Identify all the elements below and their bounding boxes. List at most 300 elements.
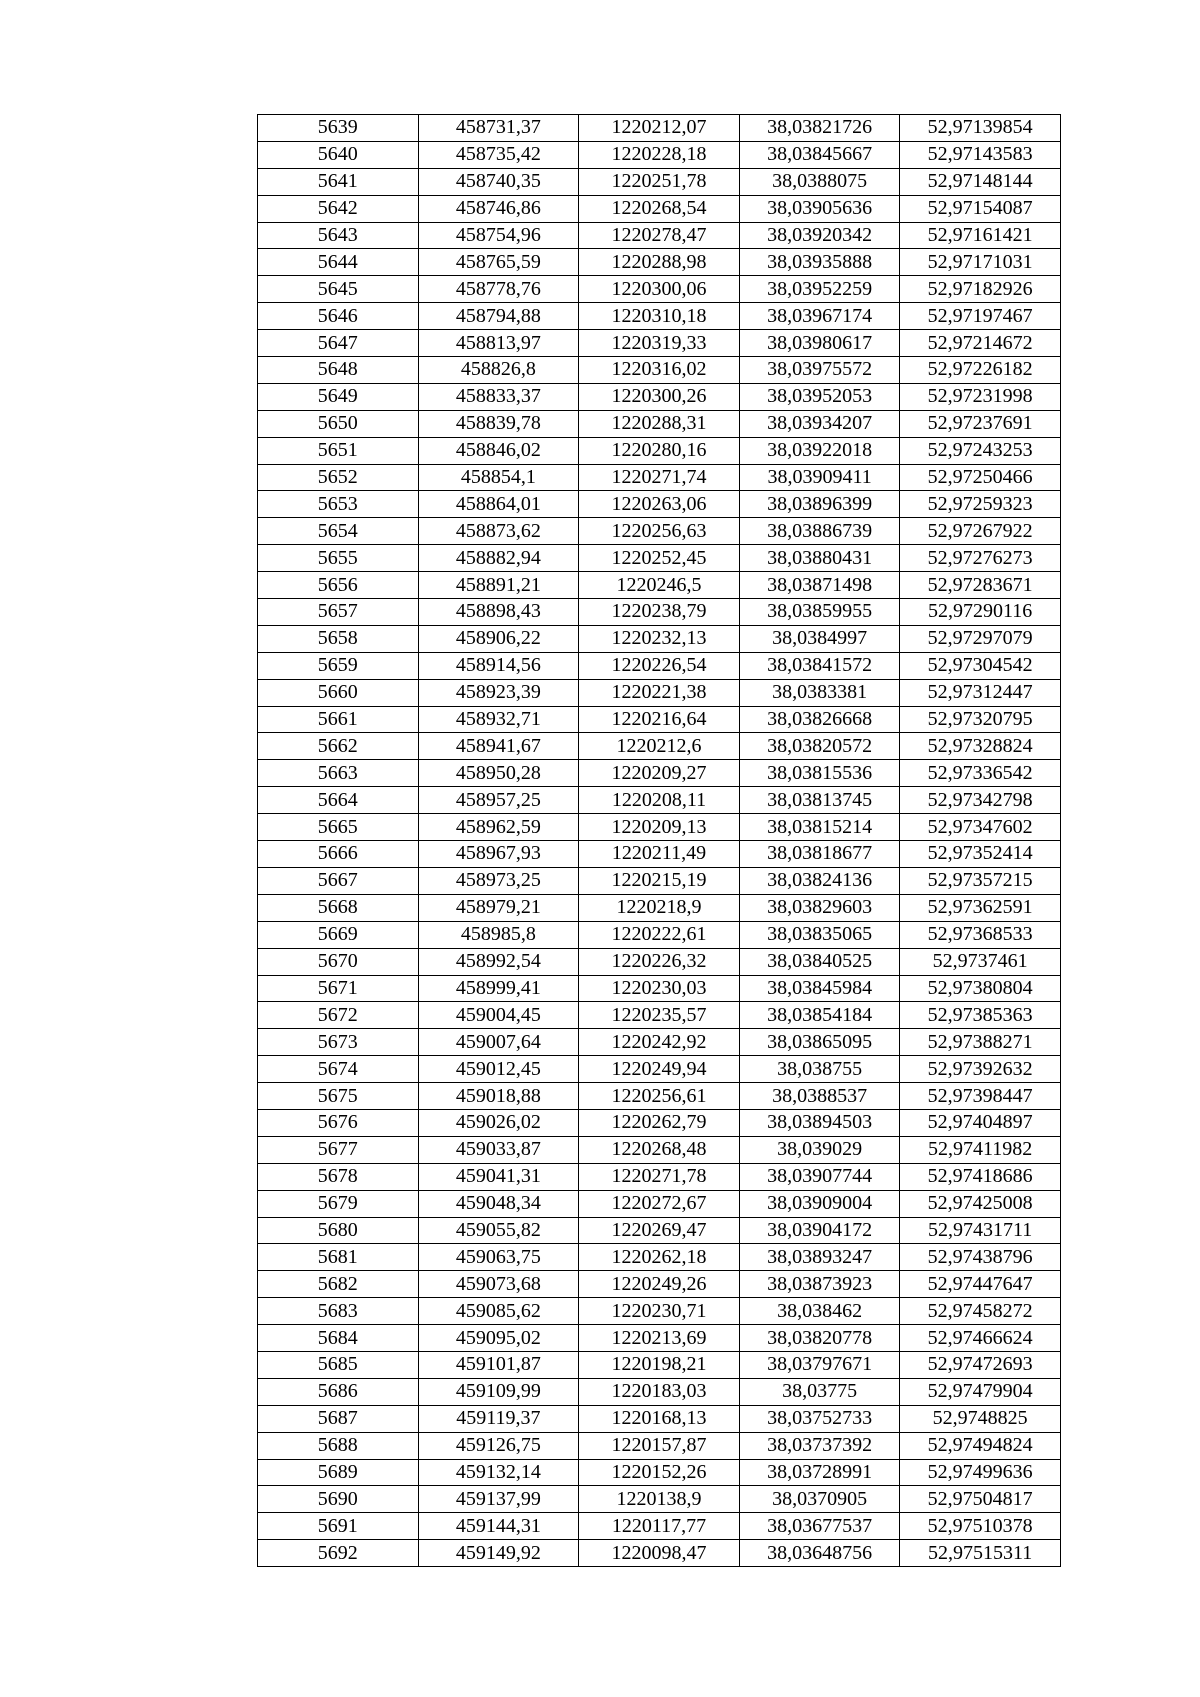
latitude-cell: 52,97510378 [900, 1513, 1061, 1540]
table-row [258, 1083, 1061, 1110]
table-row [258, 437, 1061, 464]
x-coordinate-cell: 459012,45 [418, 1056, 579, 1083]
x-coordinate-cell: 459033,87 [418, 1136, 579, 1163]
point-number-cell: 5650 [258, 410, 419, 437]
latitude-cell: 52,97143583 [900, 141, 1061, 168]
latitude-cell: 52,97515311 [900, 1540, 1061, 1567]
latitude-cell: 52,97197467 [900, 303, 1061, 330]
latitude-cell: 52,97312447 [900, 679, 1061, 706]
table-row [258, 276, 1061, 303]
latitude-cell: 52,97458272 [900, 1298, 1061, 1325]
table-row [258, 1298, 1061, 1325]
x-coordinate-cell: 459126,75 [418, 1432, 579, 1459]
x-coordinate-cell: 459132,14 [418, 1459, 579, 1486]
table-row [258, 572, 1061, 599]
latitude-cell: 52,97425008 [900, 1190, 1061, 1217]
point-number-cell: 5690 [258, 1486, 419, 1513]
longitude-cell: 38,03815536 [739, 760, 900, 787]
point-number-cell: 5666 [258, 841, 419, 868]
table-row [258, 115, 1061, 142]
point-number-cell: 5673 [258, 1029, 419, 1056]
longitude-cell: 38,03835065 [739, 921, 900, 948]
longitude-cell: 38,039029 [739, 1136, 900, 1163]
table-row [258, 814, 1061, 841]
table-row [258, 599, 1061, 626]
y-coordinate-cell: 1220288,31 [579, 410, 740, 437]
point-number-cell: 5659 [258, 652, 419, 679]
point-number-cell: 5641 [258, 168, 419, 195]
y-coordinate-cell: 1220272,67 [579, 1190, 740, 1217]
point-number-cell: 5682 [258, 1271, 419, 1298]
longitude-cell: 38,03909004 [739, 1190, 900, 1217]
x-coordinate-cell: 458735,42 [418, 141, 579, 168]
table-row [258, 222, 1061, 249]
latitude-cell: 52,97479904 [900, 1378, 1061, 1405]
x-coordinate-cell: 459095,02 [418, 1325, 579, 1352]
x-coordinate-cell: 459063,75 [418, 1244, 579, 1271]
x-coordinate-cell: 458898,43 [418, 599, 579, 626]
point-number-cell: 5665 [258, 814, 419, 841]
point-number-cell: 5676 [258, 1109, 419, 1136]
latitude-cell: 52,97380804 [900, 975, 1061, 1002]
latitude-cell: 52,97431711 [900, 1217, 1061, 1244]
latitude-cell: 52,97148144 [900, 168, 1061, 195]
longitude-cell: 38,03952053 [739, 383, 900, 410]
longitude-cell: 38,03935888 [739, 249, 900, 276]
x-coordinate-cell: 458891,21 [418, 572, 579, 599]
y-coordinate-cell: 1220209,27 [579, 760, 740, 787]
x-coordinate-cell: 458833,37 [418, 383, 579, 410]
point-number-cell: 5662 [258, 733, 419, 760]
y-coordinate-cell: 1220117,77 [579, 1513, 740, 1540]
latitude-cell: 52,97385363 [900, 1002, 1061, 1029]
point-number-cell: 5672 [258, 1002, 419, 1029]
point-number-cell: 5675 [258, 1083, 419, 1110]
point-number-cell: 5692 [258, 1540, 419, 1567]
x-coordinate-cell: 458882,94 [418, 545, 579, 572]
y-coordinate-cell: 1220232,13 [579, 625, 740, 652]
table-row [258, 1244, 1061, 1271]
y-coordinate-cell: 1220249,26 [579, 1271, 740, 1298]
longitude-cell: 38,03909411 [739, 464, 900, 491]
longitude-cell: 38,03820572 [739, 733, 900, 760]
x-coordinate-cell: 459085,62 [418, 1298, 579, 1325]
longitude-cell: 38,03824136 [739, 867, 900, 894]
point-number-cell: 5640 [258, 141, 419, 168]
longitude-cell: 38,03854184 [739, 1002, 900, 1029]
point-number-cell: 5685 [258, 1351, 419, 1378]
point-number-cell: 5691 [258, 1513, 419, 1540]
y-coordinate-cell: 1220212,07 [579, 115, 740, 142]
longitude-cell: 38,03737392 [739, 1432, 900, 1459]
latitude-cell: 52,97357215 [900, 867, 1061, 894]
table-row [258, 1029, 1061, 1056]
table-row [258, 1486, 1061, 1513]
table-row [258, 249, 1061, 276]
point-number-cell: 5643 [258, 222, 419, 249]
longitude-cell: 38,03893247 [739, 1244, 900, 1271]
y-coordinate-cell: 1220300,06 [579, 276, 740, 303]
point-number-cell: 5688 [258, 1432, 419, 1459]
table-row [258, 948, 1061, 975]
latitude-cell: 52,97214672 [900, 330, 1061, 357]
latitude-cell: 52,97418686 [900, 1163, 1061, 1190]
y-coordinate-cell: 1220262,18 [579, 1244, 740, 1271]
point-number-cell: 5639 [258, 115, 419, 142]
longitude-cell: 38,03826668 [739, 706, 900, 733]
point-number-cell: 5660 [258, 679, 419, 706]
coordinates-table-body [258, 115, 1061, 1567]
table-row [258, 760, 1061, 787]
latitude-cell: 52,97466624 [900, 1325, 1061, 1352]
latitude-cell: 52,97171031 [900, 249, 1061, 276]
table-row [258, 787, 1061, 814]
table-row [258, 545, 1061, 572]
latitude-cell: 52,97297079 [900, 625, 1061, 652]
y-coordinate-cell: 1220213,69 [579, 1325, 740, 1352]
y-coordinate-cell: 1220256,61 [579, 1083, 740, 1110]
y-coordinate-cell: 1220157,87 [579, 1432, 740, 1459]
x-coordinate-cell: 458731,37 [418, 115, 579, 142]
y-coordinate-cell: 1220319,33 [579, 330, 740, 357]
latitude-cell: 52,97499636 [900, 1459, 1061, 1486]
y-coordinate-cell: 1220310,18 [579, 303, 740, 330]
latitude-cell: 52,9737461 [900, 948, 1061, 975]
longitude-cell: 38,03797671 [739, 1351, 900, 1378]
point-number-cell: 5642 [258, 195, 419, 222]
table-row [258, 1432, 1061, 1459]
x-coordinate-cell: 459137,99 [418, 1486, 579, 1513]
longitude-cell: 38,0370905 [739, 1486, 900, 1513]
x-coordinate-cell: 459073,68 [418, 1271, 579, 1298]
latitude-cell: 52,97283671 [900, 572, 1061, 599]
latitude-cell: 52,9748825 [900, 1405, 1061, 1432]
longitude-cell: 38,03845984 [739, 975, 900, 1002]
y-coordinate-cell: 1220271,74 [579, 464, 740, 491]
table-row [258, 894, 1061, 921]
longitude-cell: 38,03829603 [739, 894, 900, 921]
point-number-cell: 5681 [258, 1244, 419, 1271]
longitude-cell: 38,03841572 [739, 652, 900, 679]
x-coordinate-cell: 458999,41 [418, 975, 579, 1002]
x-coordinate-cell: 459007,64 [418, 1029, 579, 1056]
point-number-cell: 5661 [258, 706, 419, 733]
longitude-cell: 38,03967174 [739, 303, 900, 330]
table-row [258, 518, 1061, 545]
y-coordinate-cell: 1220228,18 [579, 141, 740, 168]
table-row [258, 975, 1061, 1002]
y-coordinate-cell: 1220208,11 [579, 787, 740, 814]
x-coordinate-cell: 459144,31 [418, 1513, 579, 1540]
latitude-cell: 52,97352414 [900, 841, 1061, 868]
longitude-cell: 38,03952259 [739, 276, 900, 303]
x-coordinate-cell: 458846,02 [418, 437, 579, 464]
y-coordinate-cell: 1220242,92 [579, 1029, 740, 1056]
x-coordinate-cell: 458932,71 [418, 706, 579, 733]
longitude-cell: 38,03980617 [739, 330, 900, 357]
table-row [258, 141, 1061, 168]
longitude-cell: 38,0388537 [739, 1083, 900, 1110]
table-row [258, 1136, 1061, 1163]
longitude-cell: 38,03871498 [739, 572, 900, 599]
latitude-cell: 52,97447647 [900, 1271, 1061, 1298]
point-number-cell: 5671 [258, 975, 419, 1002]
latitude-cell: 52,97267922 [900, 518, 1061, 545]
x-coordinate-cell: 458826,8 [418, 357, 579, 384]
y-coordinate-cell: 1220221,38 [579, 679, 740, 706]
longitude-cell: 38,0383381 [739, 679, 900, 706]
point-number-cell: 5668 [258, 894, 419, 921]
table-row [258, 1378, 1061, 1405]
latitude-cell: 52,97392632 [900, 1056, 1061, 1083]
longitude-cell: 38,03920342 [739, 222, 900, 249]
table-row [258, 383, 1061, 410]
x-coordinate-cell: 458906,22 [418, 625, 579, 652]
point-number-cell: 5648 [258, 357, 419, 384]
x-coordinate-cell: 458839,78 [418, 410, 579, 437]
y-coordinate-cell: 1220263,06 [579, 491, 740, 518]
x-coordinate-cell: 458962,59 [418, 814, 579, 841]
longitude-cell: 38,03894503 [739, 1109, 900, 1136]
longitude-cell: 38,03873923 [739, 1271, 900, 1298]
x-coordinate-cell: 458740,35 [418, 168, 579, 195]
y-coordinate-cell: 1220269,47 [579, 1217, 740, 1244]
table-row [258, 679, 1061, 706]
y-coordinate-cell: 1220138,9 [579, 1486, 740, 1513]
x-coordinate-cell: 458864,01 [418, 491, 579, 518]
point-number-cell: 5669 [258, 921, 419, 948]
longitude-cell: 38,03975572 [739, 357, 900, 384]
x-coordinate-cell: 458923,39 [418, 679, 579, 706]
x-coordinate-cell: 458973,25 [418, 867, 579, 894]
longitude-cell: 38,03865095 [739, 1029, 900, 1056]
point-number-cell: 5663 [258, 760, 419, 787]
longitude-cell: 38,03820778 [739, 1325, 900, 1352]
table-row [258, 625, 1061, 652]
point-number-cell: 5646 [258, 303, 419, 330]
x-coordinate-cell: 458985,8 [418, 921, 579, 948]
point-number-cell: 5655 [258, 545, 419, 572]
latitude-cell: 52,97276273 [900, 545, 1061, 572]
y-coordinate-cell: 1220226,54 [579, 652, 740, 679]
x-coordinate-cell: 458957,25 [418, 787, 579, 814]
table-row [258, 1163, 1061, 1190]
x-coordinate-cell: 458873,62 [418, 518, 579, 545]
latitude-cell: 52,97438796 [900, 1244, 1061, 1271]
x-coordinate-cell: 459149,92 [418, 1540, 579, 1567]
point-number-cell: 5652 [258, 464, 419, 491]
x-coordinate-cell: 458950,28 [418, 760, 579, 787]
point-number-cell: 5657 [258, 599, 419, 626]
table-row [258, 330, 1061, 357]
y-coordinate-cell: 1220238,79 [579, 599, 740, 626]
latitude-cell: 52,97404897 [900, 1109, 1061, 1136]
longitude-cell: 38,03818677 [739, 841, 900, 868]
longitude-cell: 38,03775 [739, 1378, 900, 1405]
x-coordinate-cell: 458794,88 [418, 303, 579, 330]
longitude-cell: 38,03905636 [739, 195, 900, 222]
longitude-cell: 38,038755 [739, 1056, 900, 1083]
latitude-cell: 52,97154087 [900, 195, 1061, 222]
y-coordinate-cell: 1220215,19 [579, 867, 740, 894]
point-number-cell: 5686 [258, 1378, 419, 1405]
longitude-cell: 38,03904172 [739, 1217, 900, 1244]
point-number-cell: 5658 [258, 625, 419, 652]
table-row [258, 410, 1061, 437]
longitude-cell: 38,03840525 [739, 948, 900, 975]
latitude-cell: 52,97336542 [900, 760, 1061, 787]
y-coordinate-cell: 1220288,98 [579, 249, 740, 276]
longitude-cell: 38,03821726 [739, 115, 900, 142]
x-coordinate-cell: 458854,1 [418, 464, 579, 491]
coordinates-table [257, 114, 1061, 1567]
latitude-cell: 52,97504817 [900, 1486, 1061, 1513]
latitude-cell: 52,97472693 [900, 1351, 1061, 1378]
latitude-cell: 52,97304542 [900, 652, 1061, 679]
y-coordinate-cell: 1220198,21 [579, 1351, 740, 1378]
x-coordinate-cell: 459101,87 [418, 1351, 579, 1378]
latitude-cell: 52,97362591 [900, 894, 1061, 921]
y-coordinate-cell: 1220226,32 [579, 948, 740, 975]
y-coordinate-cell: 1220216,64 [579, 706, 740, 733]
latitude-cell: 52,97411982 [900, 1136, 1061, 1163]
latitude-cell: 52,97347602 [900, 814, 1061, 841]
table-row [258, 1405, 1061, 1432]
latitude-cell: 52,97398447 [900, 1083, 1061, 1110]
x-coordinate-cell: 458967,93 [418, 841, 579, 868]
latitude-cell: 52,97290116 [900, 599, 1061, 626]
x-coordinate-cell: 458746,86 [418, 195, 579, 222]
longitude-cell: 38,03752733 [739, 1405, 900, 1432]
point-number-cell: 5683 [258, 1298, 419, 1325]
longitude-cell: 38,03880431 [739, 545, 900, 572]
y-coordinate-cell: 1220252,45 [579, 545, 740, 572]
point-number-cell: 5677 [258, 1136, 419, 1163]
x-coordinate-cell: 459055,82 [418, 1217, 579, 1244]
table-row [258, 303, 1061, 330]
x-coordinate-cell: 458813,97 [418, 330, 579, 357]
x-coordinate-cell: 458992,54 [418, 948, 579, 975]
latitude-cell: 52,97237691 [900, 410, 1061, 437]
table-row [258, 1217, 1061, 1244]
point-number-cell: 5647 [258, 330, 419, 357]
latitude-cell: 52,97250466 [900, 464, 1061, 491]
table-row [258, 1351, 1061, 1378]
table-row [258, 491, 1061, 518]
y-coordinate-cell: 1220268,54 [579, 195, 740, 222]
table-row [258, 1109, 1061, 1136]
table-row [258, 733, 1061, 760]
longitude-cell: 38,0384997 [739, 625, 900, 652]
longitude-cell: 38,03677537 [739, 1513, 900, 1540]
x-coordinate-cell: 458778,76 [418, 276, 579, 303]
table-row [258, 1513, 1061, 1540]
latitude-cell: 52,97243253 [900, 437, 1061, 464]
x-coordinate-cell: 459119,37 [418, 1405, 579, 1432]
longitude-cell: 38,03845667 [739, 141, 900, 168]
table-row [258, 921, 1061, 948]
y-coordinate-cell: 1220168,13 [579, 1405, 740, 1432]
longitude-cell: 38,03922018 [739, 437, 900, 464]
x-coordinate-cell: 459026,02 [418, 1109, 579, 1136]
y-coordinate-cell: 1220212,6 [579, 733, 740, 760]
latitude-cell: 52,97494824 [900, 1432, 1061, 1459]
latitude-cell: 52,97139854 [900, 115, 1061, 142]
table-row [258, 1540, 1061, 1567]
longitude-cell: 38,0388075 [739, 168, 900, 195]
point-number-cell: 5664 [258, 787, 419, 814]
x-coordinate-cell: 459041,31 [418, 1163, 579, 1190]
longitude-cell: 38,03886739 [739, 518, 900, 545]
longitude-cell: 38,03728991 [739, 1459, 900, 1486]
y-coordinate-cell: 1220271,78 [579, 1163, 740, 1190]
longitude-cell: 38,03859955 [739, 599, 900, 626]
y-coordinate-cell: 1220218,9 [579, 894, 740, 921]
latitude-cell: 52,97226182 [900, 357, 1061, 384]
x-coordinate-cell: 459004,45 [418, 1002, 579, 1029]
y-coordinate-cell: 1220183,03 [579, 1378, 740, 1405]
latitude-cell: 52,97320795 [900, 706, 1061, 733]
table-row [258, 1056, 1061, 1083]
latitude-cell: 52,97231998 [900, 383, 1061, 410]
y-coordinate-cell: 1220235,57 [579, 1002, 740, 1029]
latitude-cell: 52,97161421 [900, 222, 1061, 249]
y-coordinate-cell: 1220152,26 [579, 1459, 740, 1486]
point-number-cell: 5653 [258, 491, 419, 518]
y-coordinate-cell: 1220249,94 [579, 1056, 740, 1083]
table-row [258, 1190, 1061, 1217]
y-coordinate-cell: 1220278,47 [579, 222, 740, 249]
point-number-cell: 5649 [258, 383, 419, 410]
longitude-cell: 38,03813745 [739, 787, 900, 814]
longitude-cell: 38,03934207 [739, 410, 900, 437]
table-row [258, 652, 1061, 679]
y-coordinate-cell: 1220246,5 [579, 572, 740, 599]
latitude-cell: 52,97388271 [900, 1029, 1061, 1056]
x-coordinate-cell: 459048,34 [418, 1190, 579, 1217]
point-number-cell: 5645 [258, 276, 419, 303]
y-coordinate-cell: 1220230,71 [579, 1298, 740, 1325]
y-coordinate-cell: 1220256,63 [579, 518, 740, 545]
latitude-cell: 52,97259323 [900, 491, 1061, 518]
y-coordinate-cell: 1220280,16 [579, 437, 740, 464]
longitude-cell: 38,03815214 [739, 814, 900, 841]
latitude-cell: 52,97328824 [900, 733, 1061, 760]
point-number-cell: 5680 [258, 1217, 419, 1244]
point-number-cell: 5654 [258, 518, 419, 545]
point-number-cell: 5678 [258, 1163, 419, 1190]
longitude-cell: 38,038462 [739, 1298, 900, 1325]
table-row [258, 867, 1061, 894]
point-number-cell: 5667 [258, 867, 419, 894]
y-coordinate-cell: 1220262,79 [579, 1109, 740, 1136]
table-row [258, 357, 1061, 384]
y-coordinate-cell: 1220251,78 [579, 168, 740, 195]
table-row [258, 195, 1061, 222]
x-coordinate-cell: 458765,59 [418, 249, 579, 276]
latitude-cell: 52,97368533 [900, 921, 1061, 948]
y-coordinate-cell: 1220268,48 [579, 1136, 740, 1163]
x-coordinate-cell: 458754,96 [418, 222, 579, 249]
point-number-cell: 5674 [258, 1056, 419, 1083]
point-number-cell: 5670 [258, 948, 419, 975]
x-coordinate-cell: 459018,88 [418, 1083, 579, 1110]
point-number-cell: 5689 [258, 1459, 419, 1486]
y-coordinate-cell: 1220316,02 [579, 357, 740, 384]
x-coordinate-cell: 458914,56 [418, 652, 579, 679]
longitude-cell: 38,03648756 [739, 1540, 900, 1567]
table-row [258, 168, 1061, 195]
